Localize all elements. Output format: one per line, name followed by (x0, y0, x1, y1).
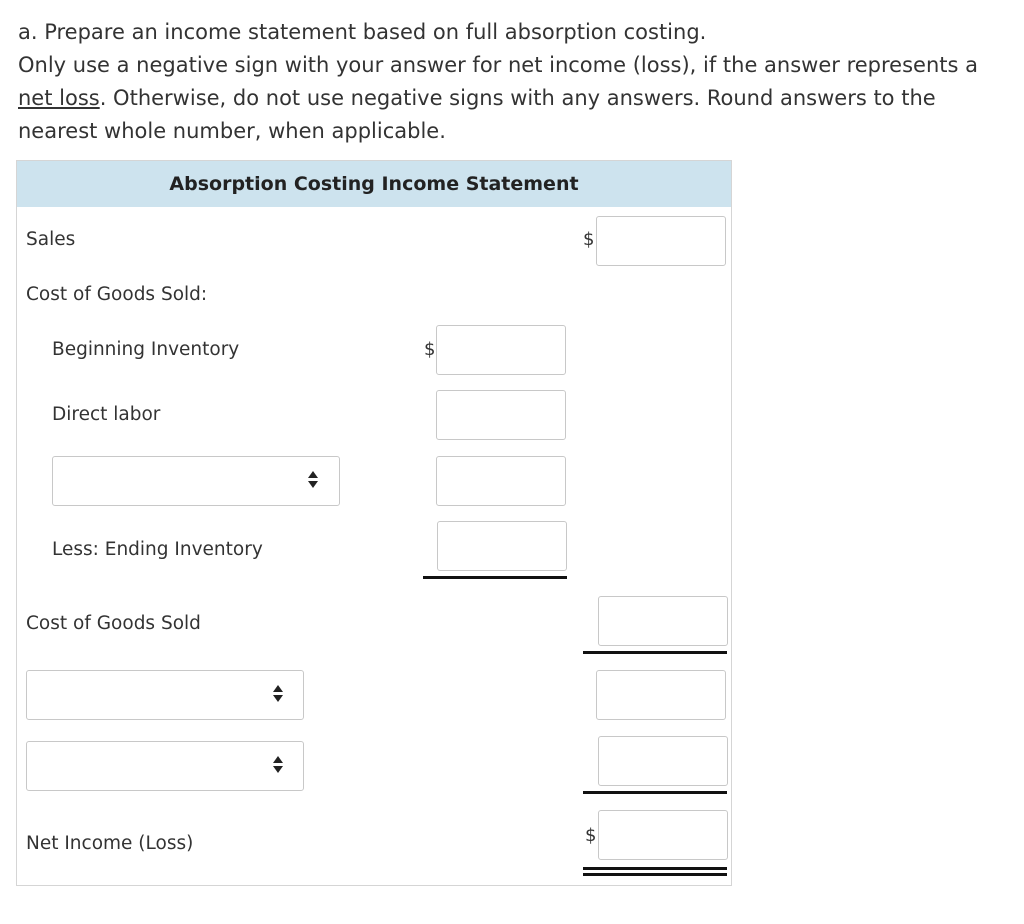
sales-label: Sales (26, 229, 76, 250)
net-income-dollar-sign: $ (585, 825, 597, 846)
direct-labor-input[interactable] (436, 390, 566, 440)
cogs-total-label: Cost of Goods Sold (26, 613, 201, 634)
cogs-header-label: Cost of Goods Sold: (26, 284, 208, 305)
instructions (18, 16, 1008, 148)
line-item-dropdown-1[interactable] (26, 670, 304, 720)
cogs-item-input[interactable] (436, 456, 566, 506)
updown-arrow-icon (273, 756, 283, 776)
beginning-inventory-input[interactable] (436, 325, 566, 375)
statement-title: Absorption Costing Income Statement (17, 161, 731, 207)
ending-inventory-label: Less: Ending Inventory (52, 539, 263, 560)
cogs-item-dropdown[interactable] (52, 456, 340, 506)
net-loss-link[interactable]: net loss (18, 86, 100, 110)
updown-arrow-icon (308, 471, 318, 491)
direct-labor-label: Direct labor (52, 404, 161, 425)
beginning-inventory-dollar-sign: $ (424, 339, 436, 360)
subtotal-underline (423, 576, 567, 579)
line-item-2-input[interactable] (598, 736, 728, 786)
ending-inventory-input[interactable] (437, 521, 567, 571)
instruction-line-2: Only use a negative sign with your answer for net income (loss), if the answer represents a (18, 53, 978, 77)
sales-dollar-sign: $ (583, 229, 595, 250)
income-statement-panel (16, 160, 732, 886)
updown-arrow-icon (273, 685, 283, 705)
net-income-input[interactable] (598, 810, 728, 860)
cogs-total-underline (583, 651, 727, 654)
line-item-2-underline (583, 791, 727, 794)
beginning-inventory-label: Beginning Inventory (52, 339, 240, 360)
instruction-line-1: a. Prepare an income statement based on full absorption costing. (18, 20, 707, 44)
line-item-dropdown-2[interactable] (26, 741, 304, 791)
cogs-total-input[interactable] (598, 596, 728, 646)
instruction-line-3-rest: . Otherwise, do not use negative signs with any answers. Round answers to the (99, 86, 936, 110)
instruction-line-4: nearest whole number, when applicable. (18, 119, 446, 143)
instruction-line-3 (18, 82, 1008, 115)
net-income-double-underline-top (583, 867, 727, 870)
line-item-1-input[interactable] (596, 670, 726, 720)
net-income-double-underline-bottom (583, 873, 727, 876)
sales-input[interactable] (596, 216, 726, 266)
net-income-label: Net Income (Loss) (26, 833, 194, 854)
